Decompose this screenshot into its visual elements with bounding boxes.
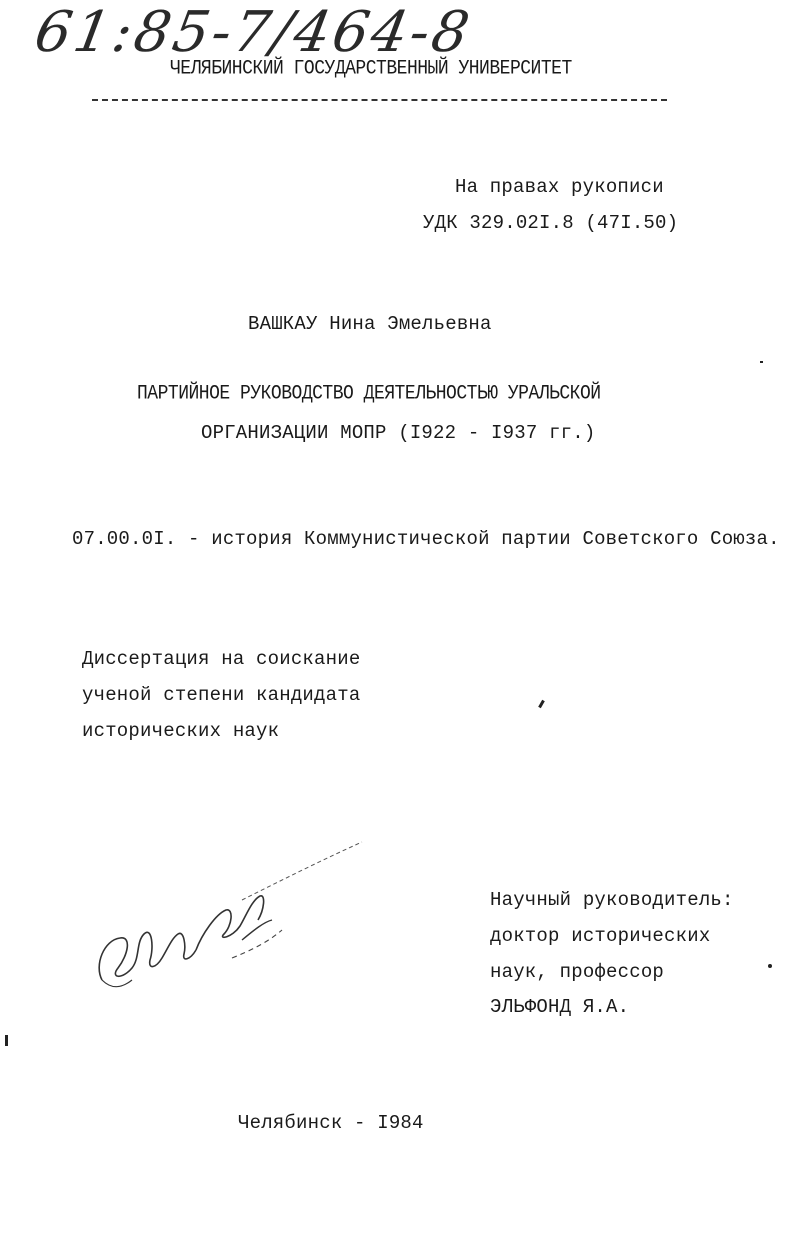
scan-speck <box>768 964 772 968</box>
supervisor-line-3: наук, профессор <box>490 961 665 983</box>
specialty-code: 07.00.0I. - история Коммунистической партии Советского Союза. <box>72 528 780 550</box>
title-line-2: ОРГАНИЗАЦИИ МОПР (I922 - I937 гг.) <box>201 422 596 444</box>
title-line-1: ПАРТИЙНОЕ РУКОВОДСТВО ДЕЯТЕЛЬНОСТЬЮ УРАЛЬСКОЙ <box>137 383 601 406</box>
university-heading: ЧЕЛЯБИНСКИЙ ГОСУДАРСТВЕННЫЙ УНИВЕРСИТЕТ <box>170 58 572 81</box>
header-divider <box>92 99 667 101</box>
udc-code: УДК 329.02I.8 (47I.50) <box>423 212 679 234</box>
scan-speck <box>760 361 763 363</box>
city-year: Челябинск - I984 <box>238 1112 424 1134</box>
supervisor-name: ЭЛЬФОНД Я.А. <box>490 996 630 1018</box>
author-name: ВАШКАУ Нина Эмельевна <box>248 313 492 335</box>
dissertation-line-2: ученой степени кандидата <box>82 684 361 706</box>
supervisor-line-2: доктор исторических <box>490 925 711 947</box>
dissertation-line-3: исторических наук <box>82 720 280 742</box>
scan-speck <box>5 1035 8 1046</box>
supervisor-line-1: Научный руководитель: <box>490 889 734 911</box>
dissertation-line-1: Диссертация на соискание <box>82 648 361 670</box>
rights-note: На правах рукописи <box>455 176 664 198</box>
author-signature <box>92 830 382 1000</box>
scan-speck <box>538 700 545 708</box>
archive-number-handwritten: 61:85-7/464-8 <box>30 0 477 65</box>
